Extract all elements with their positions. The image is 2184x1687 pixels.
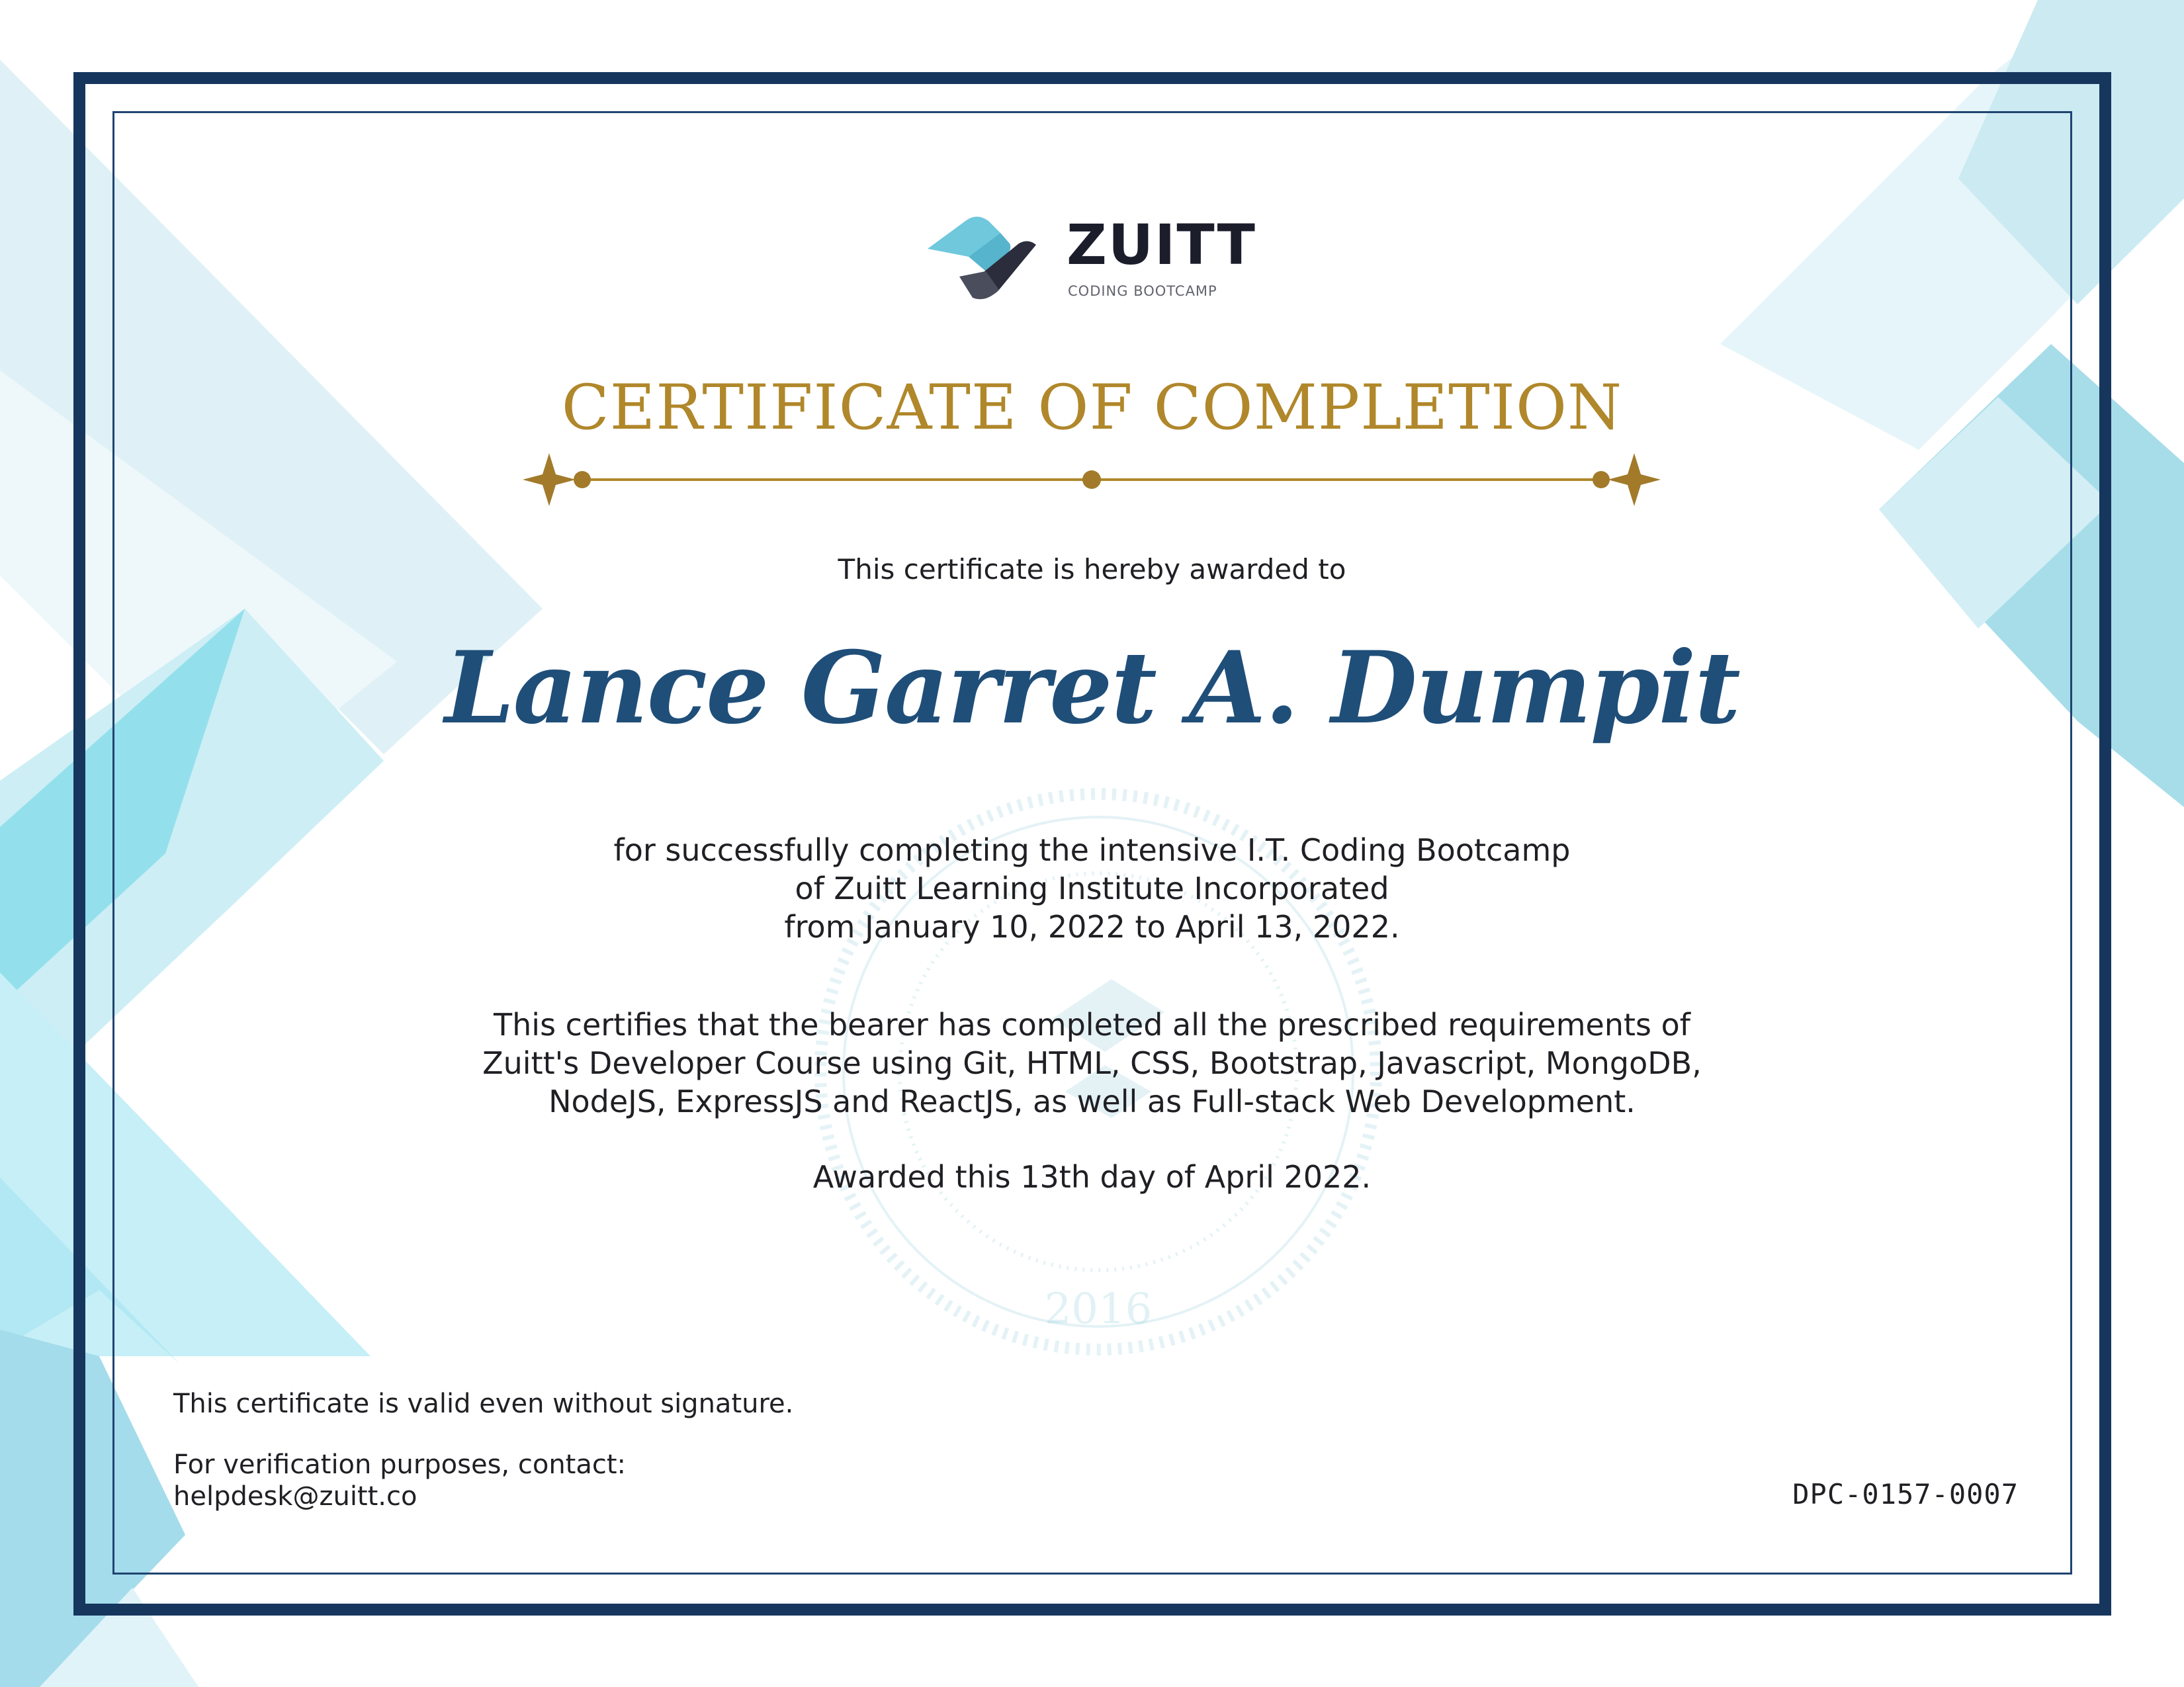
requirements-line: NodeJS, ExpressJS and ReactJS, as well as Full-stack Web Development. bbox=[548, 1084, 1636, 1119]
seal-year: 2016 bbox=[1044, 1285, 1153, 1334]
completion-line: for successfully completing the intensive I.T. Coding Bootcamp bbox=[613, 832, 1571, 868]
logo-tagline: CODING BOOTCAMP bbox=[1068, 283, 1217, 299]
recipient-name: Lance Garret A. Dumpit bbox=[445, 630, 1739, 746]
awarded-to-label: This certificate is hereby awarded to bbox=[838, 553, 1346, 585]
completion-line: from January 10, 2022 to April 13, 2022. bbox=[784, 909, 1400, 945]
awarded-date: Awarded this 13th day of April 2022. bbox=[812, 1159, 1372, 1195]
requirements-line: Zuitt's Developer Course using Git, HTML, CSS, Bootstrap, Javascript, MongoDB, bbox=[482, 1045, 1702, 1081]
helpdesk-email: helpdesk@zuitt.co bbox=[173, 1481, 417, 1512]
completion-line: of Zuitt Learning Institute Incorporated bbox=[795, 871, 1389, 906]
validity-note: This certificate is valid even without signature. bbox=[173, 1389, 794, 1419]
completion-paragraph bbox=[0, 831, 2184, 946]
verification-label: For verification purposes, contact: bbox=[173, 1449, 627, 1480]
certificate-code: DPC-0157-0007 bbox=[1792, 1478, 2019, 1510]
certificate-title: CERTIFICATE OF COMPLETION bbox=[561, 372, 1623, 444]
title-divider bbox=[516, 447, 1667, 513]
verification-contact bbox=[173, 1449, 626, 1512]
sparkle-star-icon bbox=[523, 453, 576, 506]
zuitt-logo-icon bbox=[920, 210, 1052, 316]
zuitt-logo bbox=[920, 210, 1256, 316]
logo-wordmark: ZUITT bbox=[1067, 212, 1256, 277]
requirements-line: This certifies that the bearer has completed all the prescribed requirements of bbox=[494, 1007, 1690, 1043]
requirements-paragraph bbox=[0, 1006, 2184, 1121]
sparkle-star-icon bbox=[1608, 453, 1661, 506]
